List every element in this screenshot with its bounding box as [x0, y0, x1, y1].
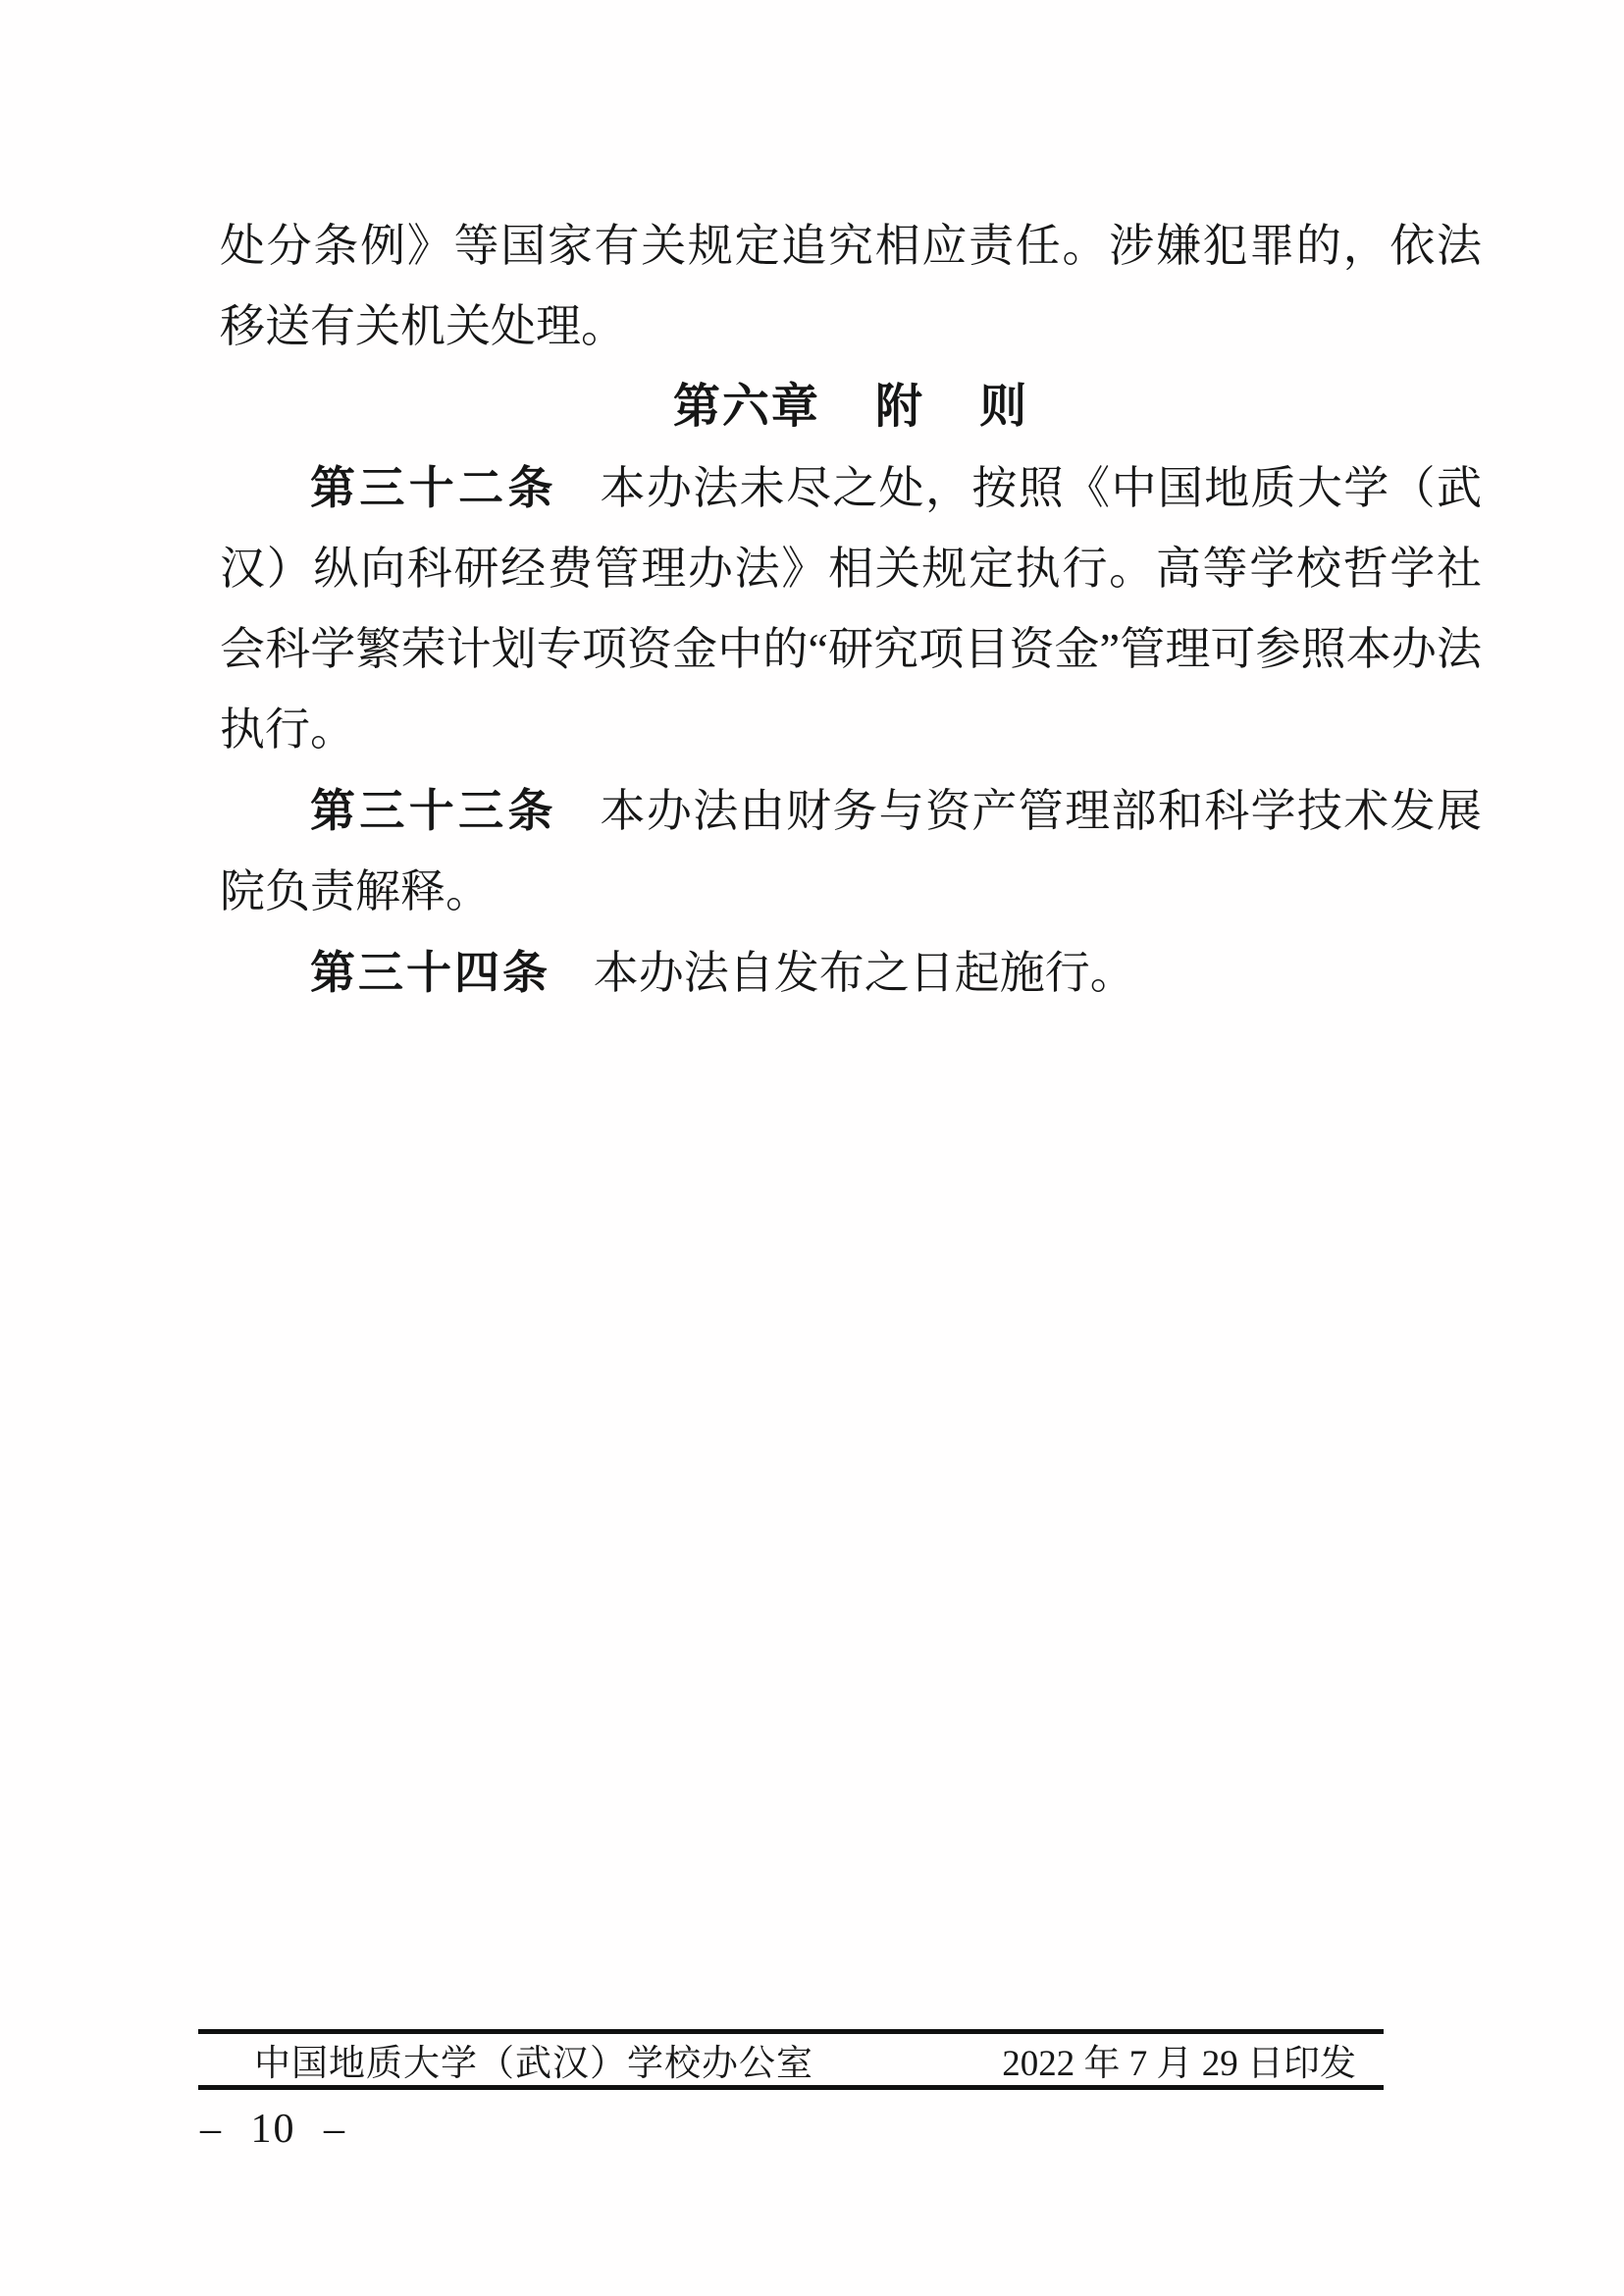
article-33-term: 第三十三条 [310, 785, 557, 836]
continuation-paragraph: 处分条例》等国家有关规定追究相应责任。涉嫌犯罪的，依法移送有关机关处理。 [220, 221, 1482, 351]
footer-issuer: 中国地质大学（武汉）学校办公室 [254, 2044, 813, 2084]
chapter-heading: 第六章 附 则 [672, 381, 1029, 433]
page-number: – 10 – [200, 2107, 346, 2152]
article-34-term: 第三十四条 [310, 947, 550, 998]
article-32-paragraph [220, 447, 1482, 770]
footer-colophon-bar [198, 2029, 1384, 2090]
article-32-text: 本办法未尽之处，按照《中国地质大学（武汉）纵向科研经费管理办法》相关规定执行。高等学校哲学社会科学繁荣计划专项资金中的“研究项目资金”管理可参照本办法执行。 [220, 463, 1483, 755]
article-32-term: 第三十二条 [310, 462, 557, 513]
document-body [220, 206, 1482, 1014]
article-33-paragraph [220, 770, 1482, 932]
footer-print-date: 2022 年 7 月 29 日印发 [1002, 2044, 1356, 2084]
article-34-paragraph [220, 932, 1482, 1014]
article-33-text: 本办法由财务与资产管理部和科学技术发展院负责解释。 [220, 786, 1483, 916]
article-34-text: 本办法自发布之日起施行。 [593, 948, 1135, 998]
